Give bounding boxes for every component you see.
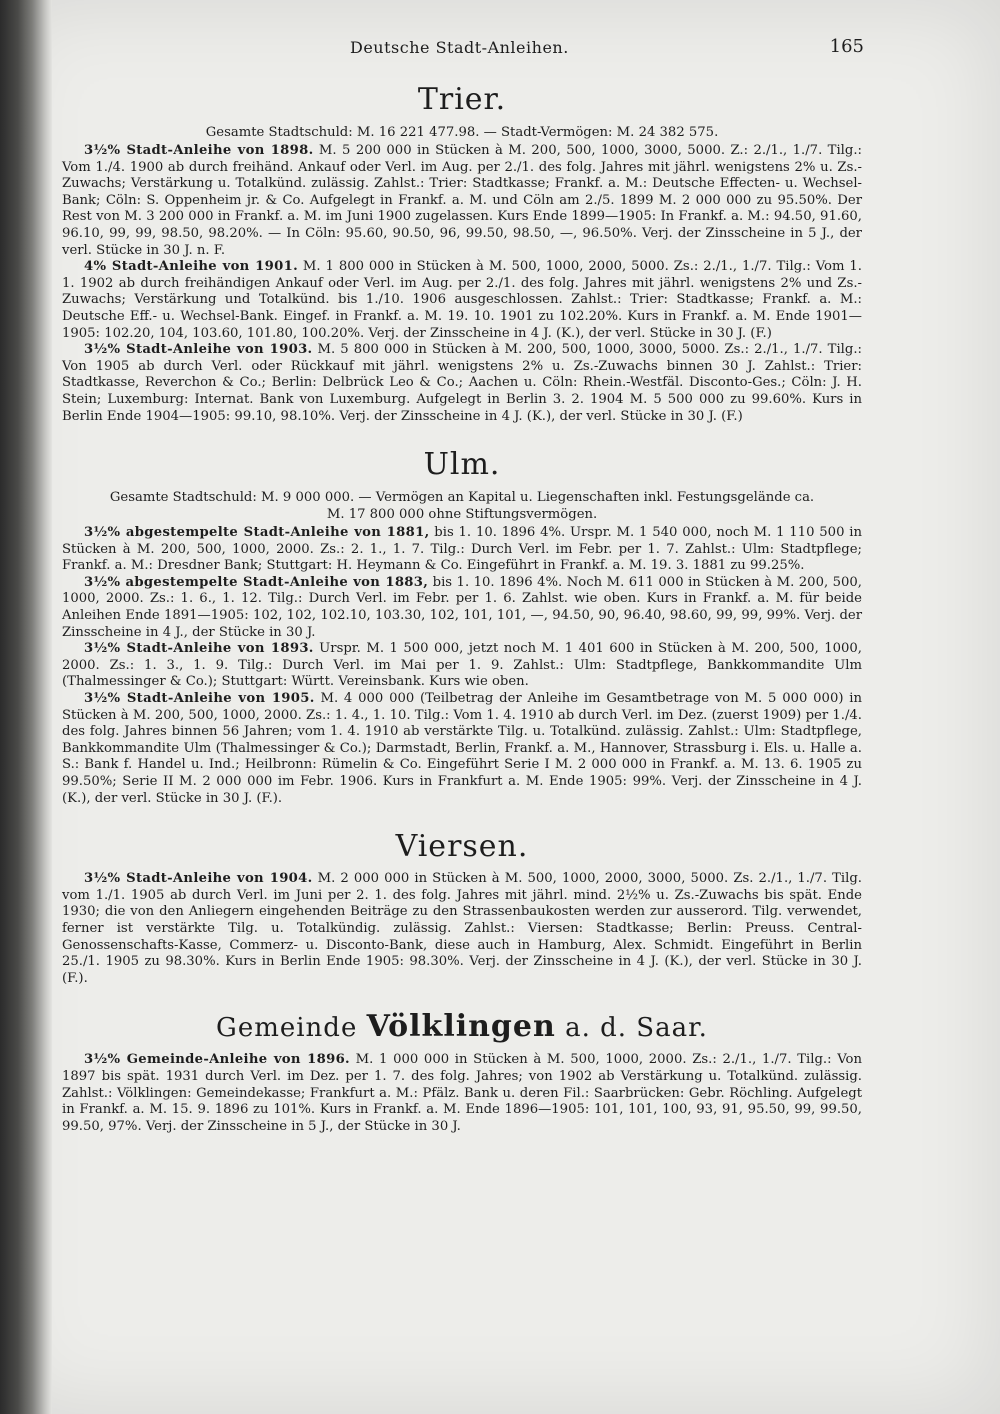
loan-text: bis 1. 10. 1896 4%. Urspr. M. 1 540 000, noch M. 1 110 500 in Stücken à M. 200, 500, 1000, 2000. Zs.: 2. 1., 1. 7. Tilg.: Durch Verl. im Febr. per 1. 7. Zahlst.: Ulm: Stadtpflege; Frankf. a. M.: Dresdner Bank; Stuttgart: H. Heymann & Co. Eingeführt in Frankf. a. M. 19. 3. 1881 zu 99.25%.	[62, 525, 862, 574]
loan-heading: 4% Stadt-Anleihe von 1901.	[84, 259, 298, 275]
title-prefix: Gemeinde	[216, 1013, 358, 1044]
loan-heading: 3½% abgestempelte Stadt-Anleihe von 1881,	[84, 525, 430, 541]
page-number: 165	[829, 36, 864, 57]
loan-heading: 3½% Stadt-Anleihe von 1903.	[84, 342, 313, 358]
section-title-viersen: Viersen.	[395, 829, 529, 865]
loan-text: M. 5 800 000 in Stücken à M. 200, 500, 1000, 3000, 5000. Zs.: 2./1., 1./7. Tilg.: Von 1905 ab durch Verl. oder Rückkauf mit jährl. wenigstens 2% u. Zs.-Zuwachs binnen 30 J. Zahlst.: Trier: Stadtkasse, Reverchon & Co.; Berlin: Delbrück Leo & Co.; Aachen u. Cöln: Rhein.-Westfäl. Disconto-Ges.; Cöln: J. H. Stein; Luxemburg: Internat. Bank von Luxemburg. Aufgelegt in Berlin 3. 2. 1904 M. 5 500 000 zu 99.60%. Kurs in Berlin Ende 1904—1905: 99.10, 98.10%. Verj. der Zinsscheine in 4 J. (K.), der verl. Stücke in 30 J. (F.)	[62, 342, 862, 424]
binding-gutter	[0, 0, 52, 1414]
running-header	[0, 38, 1000, 64]
title-suffix: a. d. Saar.	[565, 1013, 708, 1044]
title-main: Völklingen	[366, 1009, 556, 1045]
loan-heading: 3½% Stadt-Anleihe von 1904.	[84, 871, 313, 887]
loan-text: M. 5 200 000 in Stücken à M. 200, 500, 1000, 3000, 5000. Z.: 2./1., 1./7. Tilg.: Vom 1./4. 1900 ab durch freihänd. Ankauf oder Verl. im Aug. per 2./1. des folg. Jahres mit jährl. wenigstens 2% u. Zs.-Zuwachs; Verstärkung u. Totalkünd. zulässig. Zahlst.: Trier: Stadtkasse; Frankf. a. M.: Deutsche Effecten- u. Wechsel-Bank; Cöln: S. Oppenheim jr. & Co. Aufgelegt in Frankf. a. M. und Cöln am 2./5. 1899 M. 2 000 000 zu 95.50%. Der Rest von M. 3 200 000 in Frankf. a. M. im Juni 1900 zugelassen. Kurs Ende 1899—1905: In Frankf. a. M.: 94.50, 91.60, 96.10, 99, 99, 98.50, 98.20%. — In Cöln: 95.60, 90.50, 96, 99.50, 98.50, —, 96.50%. Verj. der Zinsscheine in 5 J., der verl. Stücke in 30 J. n. F.	[62, 143, 862, 258]
loan-entry	[62, 641, 862, 691]
loan-entry	[62, 1052, 862, 1135]
loan-text: M. 1 800 000 in Stücken à M. 500, 1000, 2000, 5000. Zs.: 2./1., 1./7. Tilg.: Vom 1. 1. 1902 ab durch freihändigen Ankauf oder Verl. im Aug. per 2./1. des folg. Jahres mit jährl. wenigstens 2% und Zs.-Zuwachs; Verstärkung und Totalkünd. bis 1./10. 1906 ausgeschlossen. Zahlst.: Trier: Stadtkasse; Frankf. a. M.: Deutsche Eff.- u. Wechsel-Bank. Eingef. in Frankf. a. M. 19. 10. 1901 zu 102.20%. Kurs in Frankf. a. M. Ende 1901—1905: 102.20, 104, 103.60, 101.80, 100.20%. Verj. der Zinsscheine in 4 J. (K.), der verl. Stücke in 30 J. (F.)	[62, 259, 862, 341]
loan-entry	[62, 691, 862, 807]
loan-entry	[62, 342, 862, 425]
loan-entry	[62, 143, 862, 259]
loan-text: M. 4 000 000 (Teilbetrag der Anleihe im Gesamtbetrage von M. 5 000 000) in Stücken à M. 200, 500, 1000, 2000. Zs.: 1. 4., 1. 10. Tilg.: Vom 1. 4. 1910 ab durch Verl. im Dez. (zuerst 1909) per 1./4. des folg. Jahres binnen 56 Jahren; vom 1. 4. 1910 ab verstärkte Tilg. u. Totalkünd. zulässig. Zahlst.: Ulm: Stadtpflege, Bankkommandite Ulm (Thalmessinger & Co.); Darmstadt, Berlin, Frankf. a. M., Hannover, Strassburg i. Els. u. Halle a. S.: Bank f. Handel u. Ind.; Heilbronn: Rümelin & Co. Eingeführt Serie I M. 2 000 000 in Frankf. a. M. 13. 6. 1905 zu 99.50%; Serie II M. 2 000 000 im Febr. 1906. Kurs in Frankfurt a. M. Ende 1905: 99%. Verj. der Zinsscheine in 4 J. (K.), der verl. Stücke in 30 J. (F.).	[62, 691, 862, 806]
loan-heading: 3½% Stadt-Anleihe von 1898.	[84, 143, 314, 158]
section-title-trier: Trier.	[417, 82, 507, 117]
loan-text: bis 1. 10. 1896 4%. Noch M. 611 000 in Stücken à M. 200, 500, 1000, 2000. Zs.: 1. 6., 1. 12. Tilg.: Durch Verl. im Febr. per 1. 6. Zahlst. wie oben. Kurs in Frankf. a. M. für beide Anleihen Ende 1891—1905: 102, 102, 102.10, 103.30, 102, 101, 101, —, 94.50, 90, 96.40, 98.60, 99, 99, 99%. Verj. der Zinsscheine in 4 J., der Stücke in 30 J.	[62, 574, 862, 640]
section-summary-ulm: Gesamte Stadtschuld: M. 9 000 000. — Vermögen an Kapital u. Liegenschaften inkl. Festungsgelände ca. M. 17 800 000 ohne Stiftungsvermögen.	[109, 490, 815, 523]
section-title-voelklingen	[62, 1009, 862, 1046]
loan-entry	[62, 525, 862, 575]
loan-heading: 3½% Stadt-Anleihe von 1905.	[84, 691, 315, 707]
loan-text: Urspr. M. 1 500 000, jetzt noch M. 1 401 600 in Stücken à M. 200, 500, 1000, 2000. Zs.: 1. 3., 1. 9. Tilg.: Durch Verl. im Mai per 1. 9. Zahlst.: Ulm: Stadtpflege, Bankkommandite Ulm (Thalmessinger & Co.); Stuttgart: Württ. Vereinsbank. Kurs wie oben.	[62, 641, 862, 690]
loan-heading: 3½% Stadt-Anleihe von 1893.	[84, 641, 314, 657]
running-title: Deutsche Stadt-Anleihen.	[350, 38, 569, 57]
loan-entry	[62, 259, 862, 342]
page-content	[62, 82, 862, 1135]
loan-entry	[62, 575, 862, 641]
loan-text: M. 2 000 000 in Stücken à M. 500, 1000, 2000, 3000, 5000. Zs. 2./1., 1./7. Tilg. vom 1./1. 1905 ab durch Verl. im Juni per 2. 1. des folg. Jahres mit jährl. mind. 2½% u. Zs.-Zuwachs bis spät. Ende 1930; die von den Anliegern eingehenden Beiträge zu den Strassenbaukosten werden zur ausserord. Tilg. verwendet, ferner ist verstärkte Tilg. u. Totalkündig. zulässig. Zahlst.: Viersen: Stadtkasse; Berlin: Preuss. Central-Genossenschafts-Kasse, Commerz- u. Disconto-Bank, diese auch in Hamburg, Alex. Schmidt. Eingeführt in Berlin 25./1. 1905 zu 98.30%. Kurs in Berlin Ende 1905: 98.30%. Verj. der Zinsscheine in 4 J. (K.), der verl. Stücke in 30 J. (F.).	[62, 871, 862, 986]
loan-text: M. 1 000 000 in Stücken à M. 500, 1000, 2000. Zs.: 2./1., 1./7. Tilg.: Von 1897 bis spät. 1931 durch Verl. im Dez. per 1. 7. des folg. Jahres; von 1902 ab Verstärkung u. Totalkünd. zulässig. Zahlst.: Völklingen: Gemeindekasse; Frankfurt a. M.: Pfälz. Bank u. deren Fil.: Saarbrücken: Gebr. Röchling. Aufgelegt in Frankf. a. M. 15. 9. 1896 zu 101%. Kurs in Frankf. a. M. Ende 1896—1905: 101, 101, 100, 93, 91, 95.50, 99, 99.50, 99.50, 97%. Verj. der Zinsscheine in 5 J., der Stücke in 30 J.	[62, 1052, 862, 1134]
loan-heading: 3½% abgestempelte Stadt-Anleihe von 1883,	[84, 574, 429, 590]
section-summary-trier: Gesamte Stadtschuld: M. 16 221 477.98. — Stadt-Vermögen: M. 24 382 575.	[205, 125, 719, 140]
loan-heading: 3½% Gemeinde-Anleihe von 1896.	[84, 1052, 350, 1068]
loan-entry	[62, 871, 862, 987]
section-title-ulm: Ulm.	[423, 447, 501, 483]
